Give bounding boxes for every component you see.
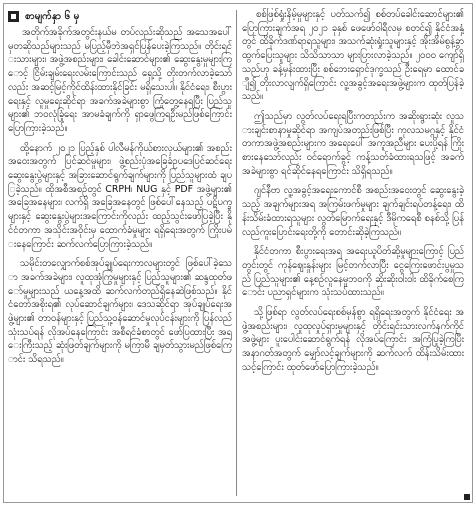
square-bullet-icon: [8, 11, 19, 22]
paragraph: နိုင်ငံတကာ စီးပွားရေးအရ အရေးယူပိတ်ဆို့မှုများကြောင့် ပြည်တွင်းတွင် ကုန်ဈေးနှုန်းများ မြင့်တက်လာပြီး ငွေကြေးဖောင်းပွမှုသည် ပြည်သူများ၏ နေ့စဉ်လူနေမှုဘဝကို ဆိုးဆိုးဝါးဝါး ထိခိုက်စေကြောင်း ပညာရှင်များက သုံးသပ်ထားသည်။: [242, 246, 464, 299]
paragraph: သမိုင်းတလျှောက်စစ်အုပ်ချုပ်ရေးကာလများတွင် ဖြစ်ပေါ်ခဲ့သော အခက်အခဲများ၊ လူထုအုံကြွမှုများနှင့် ပြည်သူများ၏ ဆန္ဒထုတ်ဖော်မှုများသည် ယနေ့အထိ ဆက်လက်တည်ရှိနေဆဲဖြစ်သည်။ နိုင်ငံတော်အစိုးရ၏ လုပ်ဆောင်ချက်များ၊ ဒေသဆိုင်ရာ အုပ်ချုပ်ရေးအဖွဲ့များ၏ တာဝန်များနှင့် ပြည်သူ့ဝန်ဆောင်မှုလုပ်ငန်းများကို ပြန်လည်သုံးသပ်ရန် လိုအပ်နေကြောင်း အစီရင်ခံစာတွင် ဖော်ပြထားပြီး အရေးကြီးသည့် ဆုံးဖြတ်ချက်များကို မကြာမီ ချမှတ်သွားမည်ဖြစ်ကြောင်း သိရသည်။: [8, 258, 232, 366]
paragraph: ဂျင်နီဗာ လူ့အခွင့်အရေးကောင်စီ အစည်းအဝေးတွင် ဆွေးနွေးခဲ့သည့် အချက်များအရ အကြမ်းဖက်မှုများ ချက်ချင်းရပ်တန့်ရေး၊ ထိန်းသိမ်းခံထားရသူများ လွတ်မြောက်ရေးနှင့် ဒီမိုကရေစီ စနစ်သို့ ပြန်လည်ကူးပြောင်းရေးတို့ကို တောင်းဆိုခဲ့ကြသည်။: [242, 185, 464, 238]
page-header: [8, 8, 232, 24]
column-divider: [236, 10, 237, 496]
left-column: [8, 8, 232, 498]
paragraph: အတိုက်အခိုက်အတွင်းနယ်မ တပ်လည်းဆိုသည် အသေအပေါ်မှတဆိုသည်များသည် မပြည့်မှီဘဲအရှင်ပြန်ပေးခဲ့ကြသည်။ တိုင်းရင်းသားများ၊ အဖွဲ့အစည်းများ၊ ခေါင်းဆောင်များ၏ ဆွေးနွေးမှုများကြောင့် ငြိမ်းချမ်းရေးလမ်းကြောင်းသည် ရှေ့သို့ တိုးတက်လာခဲ့သော်လည်း အဆင့်မြင့်ကိုင်ထိန်းထားနိုင်ခြင်း မရှိသေးပါ။ နိုင်ငံရေး၊ စီးပွားရေးနှင့် လူမှုရေးဆိုင်ရာ အခက်အခဲများစွာ ကြုံတွေ့နေရပြီး ပြည်သူများ၏ ဘဝလုံခြုံရေး အာမခံချက်ကို ရှာဖွေကြရဦးမည်ဖြစ်ကြောင်း ပြောကြားခဲ့သည်။: [8, 27, 232, 134]
right-column: [242, 8, 464, 498]
end-mark-icon: [464, 494, 470, 500]
newspaper-page: [3, 3, 473, 503]
paragraph: သို့ဖြစ်ရာ လွတ်လပ်ရေးစစ်မှန်စွာ ရရှိရေးအတွက် နိုင်ငံရေး အဖွဲ့အစည်းများ၊ လူထုလှုပ်ရှားမှုများနှင့် တိုင်းရင်းသားလက်နက်ကိုင်အဖွဲ့များ ပူးပေါင်းဆောင်ရွက်ရန် လိုအပ်ကြောင်း အကြံပြုခဲ့ကြပြီး အနာဂတ်အတွက် မျှော်လင့်ချက်များကို ဆက်လက် ထိန်းသိမ်းထားသင့်ကြောင်း ထုတ်ဖော်ပြောကြားခဲ့သည်။: [242, 307, 464, 373]
paragraph: ထို့နောက် ၂၀၂၁ ပြည့်နှစ် ပါလီမန်ကိုယ်စားလှယ်များ၏ အစည်းအဝေးအတွက် ပြင်ဆင်မှုများ၊ ဖွဲ့စည်းပုံအခြေခံဥပဒေပြင်ဆင်ရေး ဆွေးနွေးပွဲများနှင့် အခြားဆောင်ရွက်ချက်များကို ပြည်သူများထံ ချပြခဲ့သည်။ ထိုအစီအစဉ်တွင် CRPH၊ NUG နှင့် PDF အဖွဲ့များ၏ အခြေအနေများ၊ လက်ရှိ အခြေအနေတွင် ဖြစ်ပေါ်နေသည့် ပဋိပက္ခများနှင့် ဆွေးနွေးပွဲများအကြောင်းကိုလည်း ထည့်သွင်းဖော်ပြခဲ့ပြီး နိုင်ငံတကာ အသိုင်းအဝိုင်းမှ ထောက်ခံမှုများ ရရှိရေးအတွက် ကြိုးပမ်းနေကြောင်း ဆက်လက်ပြောကြားခဲ့သည်။: [8, 142, 232, 250]
continuation-label: စာမျက်နှာ ၆ မှ: [25, 10, 80, 22]
paragraph: ဤသည်မှာ လွတ်လပ်ရေးရပြီးကတည်းက အဆိုးရွားဆုံး လူသားချင်းစာနာမှုဆိုင်ရာ အကျပ်အတည်းဖြစ်ပြီး ကုလသမဂ္ဂနှင့် နိုင်ငံတကာအဖွဲ့အစည်းများက အရေးပေါ် အကူအညီများ ပေးပို့ရန် ကြိုးစားနေသော်လည်း ဝင်ရောက်ခွင့် ကန့်သတ်ခံထားရသဖြင့် အခက်အခဲများစွာ ရင်ဆိုင်နေရကြောင်း သိရှိရသည်။: [242, 110, 464, 177]
paragraph: စစ်ဖြစ်ရှုံးနိမ့်မှုများနှင့် ပတ်သက်၍ စစ်တပ်ခေါင်းဆောင်များ၏ ပြောကြားချက်အရ ၂၀၂၁ ခုနှစ် ဖေဖော်ဝါရီလမှ စတင်၍ နိုင်ငံအနှံ့တွင် ထိခိုက်ဒဏ်ရာရသူများ၊ အသက်ဆုံးရှုံးသူများနှင့် အိုးအိမ်စွန့်ခွာ ထွက်ပြေးသူများ သိသိသာသာ များပြားလာခဲ့သည်။ ၂၀၀၀ ကျော်ရှိသည်ဟု ခန့်မှန်းထားပြီး စစ်ဘေးရှောင်ဒုက္ခသည် ဦးရေမှာ ထောင်ချီ၍ တိုးလာလျက်ရှိကြောင်း လူ့အခွင့်အရေးအဖွဲ့များက ထုတ်ပြန်ခဲ့သည်။: [242, 9, 464, 103]
